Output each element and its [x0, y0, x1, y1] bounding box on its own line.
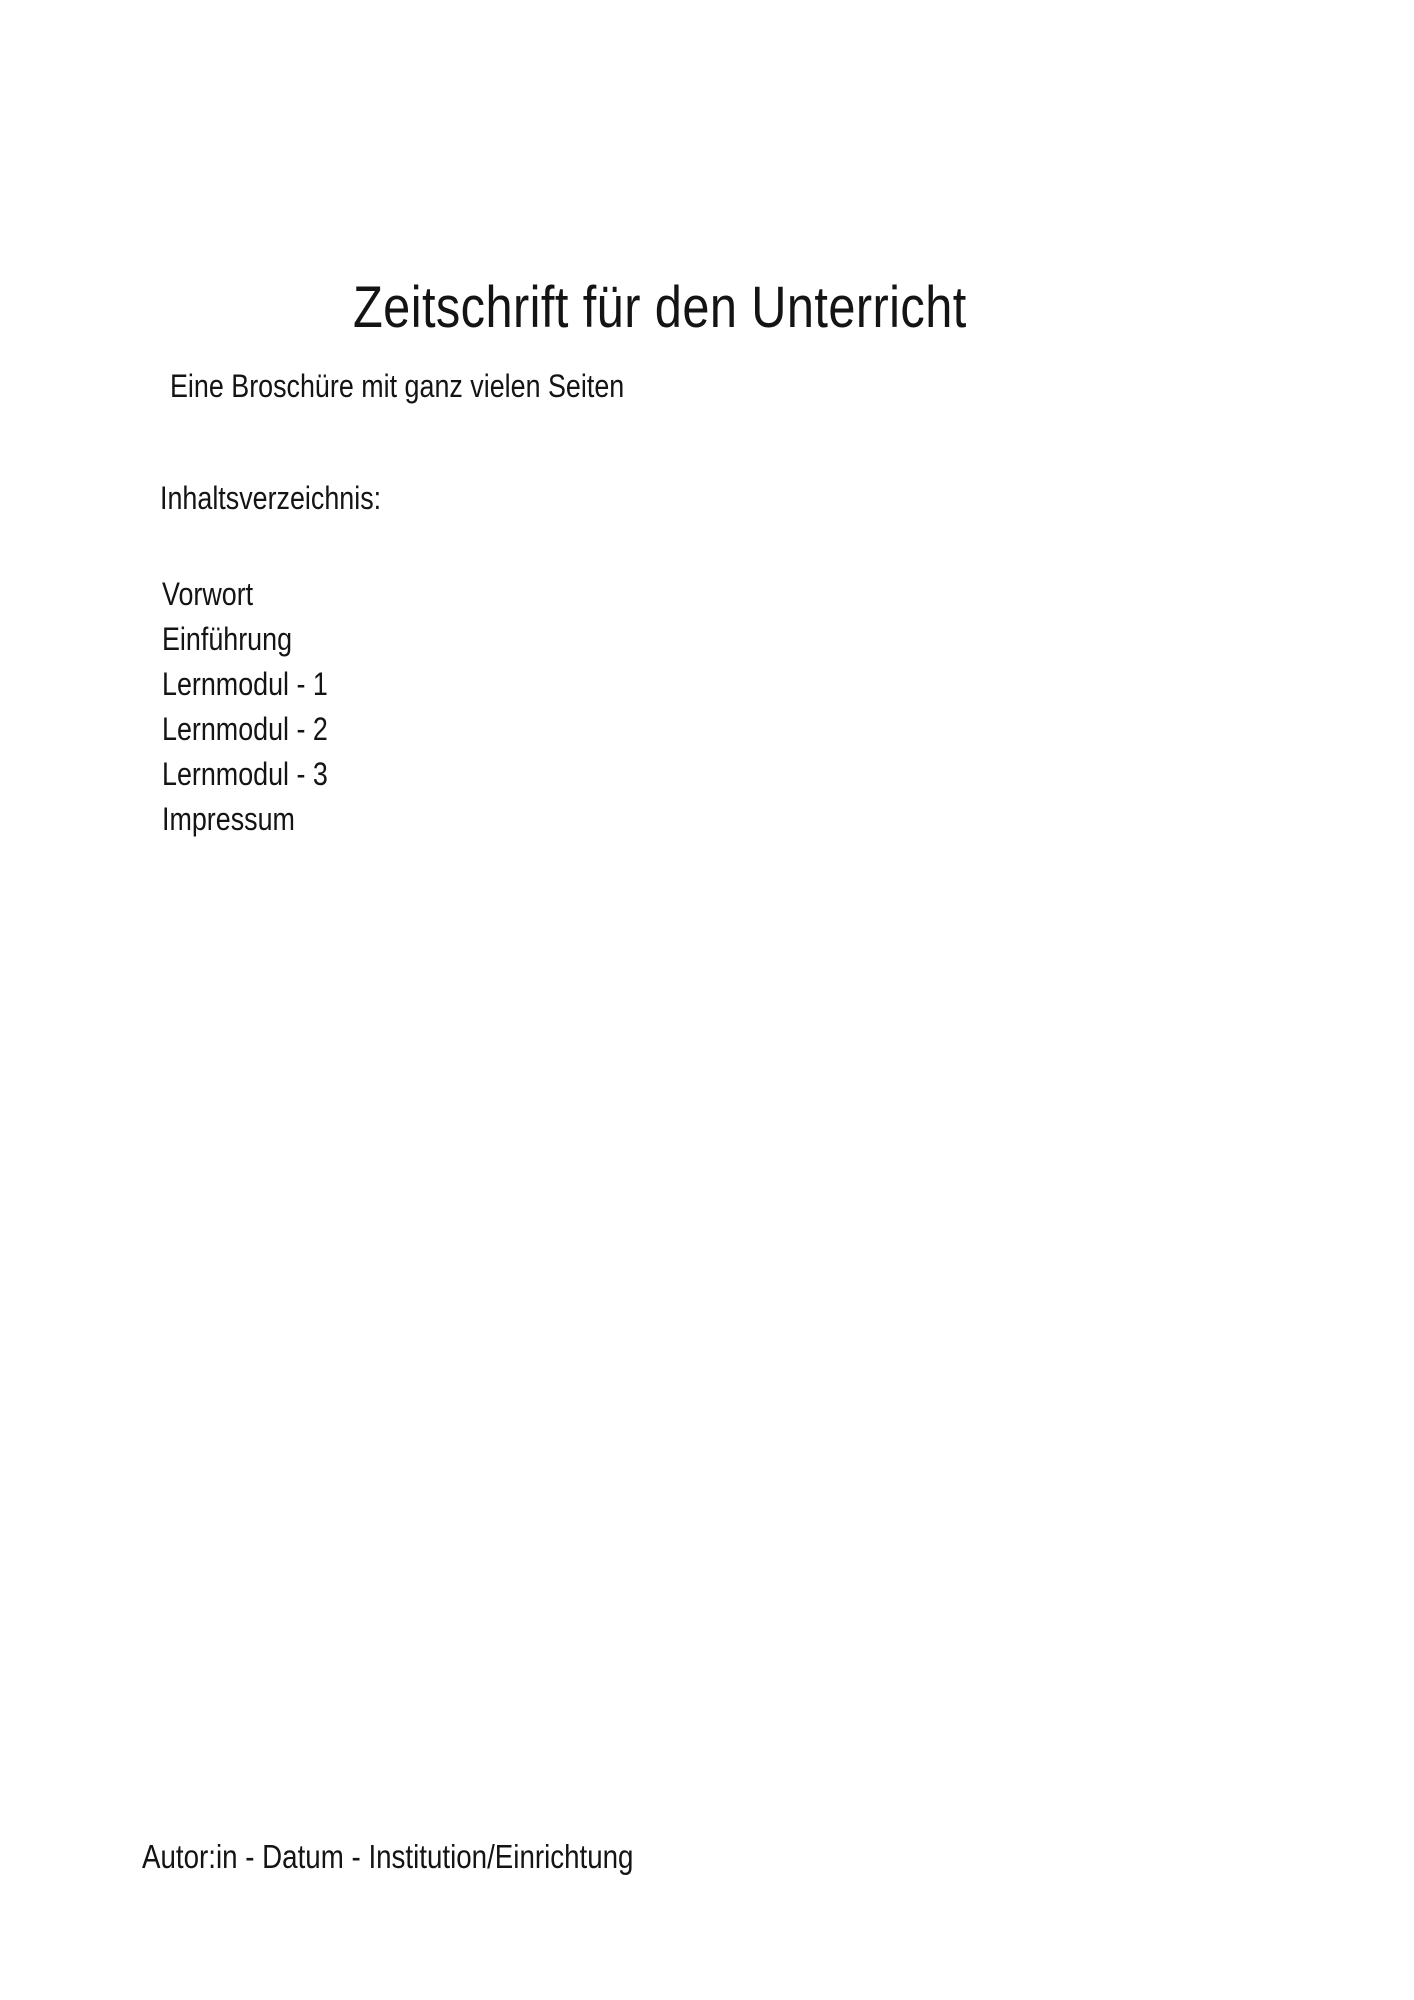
toc-item-impressum: Impressum [162, 801, 295, 837]
page-subtitle: Eine Broschüre mit ganz vielen Seiten [170, 368, 625, 404]
author-date-institution-line: Autor:in - Datum - Institution/Einrichtung [142, 1838, 634, 1875]
toc-item-vorwort: Vorwort [162, 576, 254, 612]
toc-item-einfuehrung: Einführung [162, 621, 293, 657]
toc-item-lernmodul-1: Lernmodul - 1 [162, 666, 328, 702]
page-title: Zeitschrift für den Unterricht [353, 274, 967, 340]
toc-list [162, 572, 328, 842]
toc-heading: Inhaltsverzeichnis: [160, 480, 382, 516]
toc-item-lernmodul-3: Lernmodul - 3 [162, 756, 328, 792]
toc-item-lernmodul-2: Lernmodul - 2 [162, 711, 328, 747]
